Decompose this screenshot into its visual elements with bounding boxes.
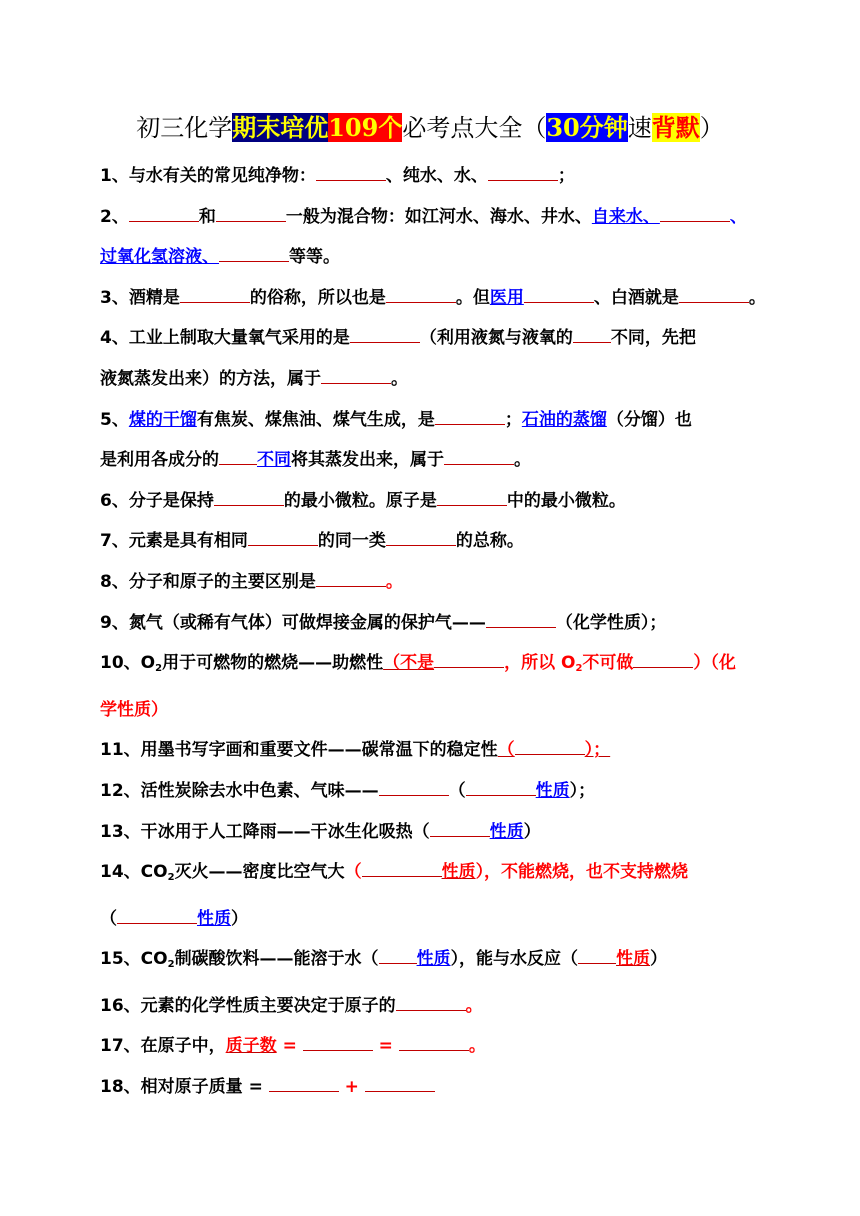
- blank[interactable]: [316, 166, 386, 181]
- highlight-text: ，所以 O: [504, 653, 576, 674]
- item-text: 。: [514, 450, 531, 471]
- page-title: [0, 111, 860, 145]
- highlight-text: ）（化: [693, 653, 736, 674]
- item-text: 的最小微粒。原子是: [283, 490, 437, 511]
- item-text: 制碳酸饮料——能溶于水（: [174, 949, 379, 970]
- item-text: 14、CO: [100, 862, 168, 883]
- title-highlight-navy: 期末培优: [232, 113, 329, 142]
- highlight-text: 学性质）: [100, 699, 168, 720]
- blank[interactable]: [434, 653, 504, 668]
- blank[interactable]: [379, 949, 417, 964]
- item-16: [100, 986, 800, 1027]
- item-text: 10、O: [100, 653, 156, 674]
- item-text: 8、分子和原子的主要区别是: [100, 571, 316, 592]
- blank[interactable]: [379, 781, 449, 796]
- blank[interactable]: [219, 247, 289, 262]
- blank[interactable]: [350, 328, 420, 343]
- highlight-text: （: [344, 862, 362, 883]
- item-12: [100, 771, 800, 812]
- highlight-text: 性质: [197, 908, 231, 929]
- highlight-text: 煤的干馏: [128, 409, 197, 430]
- highlight-text: 自来水、: [591, 206, 660, 227]
- item-text: 灭火——密度比空气大: [174, 862, 345, 883]
- subscript: 2: [155, 663, 163, 675]
- highlight-text: 性质: [416, 949, 451, 970]
- item-text: 不同，先把: [610, 328, 696, 349]
- item-text: 11、用墨书写字画和重要文件——碳常温下的稳定性: [100, 740, 498, 761]
- item-text: 一般为混合物：如江河水、海水、井水、: [285, 206, 592, 227]
- blank[interactable]: [488, 166, 558, 181]
- blank[interactable]: [573, 328, 611, 343]
- item-text: 有焦炭、煤焦油、煤气生成，是: [196, 409, 435, 430]
- highlight-text: 医用: [489, 287, 524, 308]
- blank[interactable]: [444, 450, 514, 465]
- blank[interactable]: [362, 862, 442, 877]
- blank[interactable]: [269, 1077, 339, 1092]
- item-10-cont: [100, 690, 800, 731]
- item-2: [100, 197, 800, 238]
- title-highlight-yellow: 背默: [651, 113, 700, 142]
- item-text: 13、干冰用于人工降雨——干冰生化吸热（: [100, 821, 430, 842]
- item-text: ；: [504, 409, 522, 430]
- item-text: 15、CO: [100, 949, 168, 970]
- item-17: [100, 1026, 800, 1067]
- blank[interactable]: [437, 491, 507, 506]
- item-4-cont: [100, 359, 800, 400]
- item-text: =: [276, 1036, 303, 1057]
- subscript: 2: [167, 872, 175, 884]
- item-text: （化学性质）；: [555, 612, 667, 633]
- item-text: 。: [385, 571, 403, 592]
- blank[interactable]: [679, 288, 749, 303]
- item-13: [100, 812, 800, 853]
- item-text: 9、氮气（或稀有气体）可做焊接金属的保护气——: [100, 612, 486, 633]
- question-list: [100, 156, 800, 1108]
- item-15: [100, 939, 800, 986]
- subscript: 2: [575, 663, 583, 675]
- item-text: 的同一类: [317, 531, 386, 552]
- item-text: ），能与水反应（: [450, 949, 579, 970]
- highlight-text: 不可做: [582, 653, 634, 674]
- title-text-4: ）: [699, 114, 724, 142]
- item-text: 。: [465, 995, 483, 1016]
- blank[interactable]: [386, 288, 456, 303]
- item-text: 12、活性炭除去水中色素、气味——: [100, 780, 379, 801]
- blank[interactable]: [466, 781, 536, 796]
- title-highlight-blue: 30分钟: [546, 113, 628, 142]
- blank[interactable]: [399, 1036, 469, 1051]
- title-text-2: 必考点大全（: [402, 114, 547, 142]
- highlight-text: 性质: [616, 949, 651, 970]
- item-text: ）: [650, 949, 668, 970]
- item-text: 7、元素是具有相同: [100, 531, 248, 552]
- blank[interactable]: [180, 288, 250, 303]
- item-text: （分馏）也: [606, 409, 692, 430]
- highlight-text: ），不能燃烧，也不支持燃烧: [475, 862, 689, 883]
- item-11: [100, 730, 800, 771]
- item-text: ；: [557, 166, 575, 186]
- item-text: 、白酒就是: [593, 287, 679, 308]
- item-text: 。但: [455, 287, 490, 308]
- highlight-text: 石油的蒸馏: [521, 409, 607, 430]
- item-text: 的俗称，所以也是: [249, 287, 386, 308]
- item-text: 的总称。: [455, 531, 524, 552]
- item-text: 等等。: [289, 247, 340, 268]
- item-2-cont: [100, 237, 800, 278]
- item-text: 、: [729, 206, 747, 227]
- item-text: 液氮蒸发出来）的方法，属于: [100, 368, 321, 389]
- item-text: 。: [391, 368, 408, 389]
- item-text: 17、在原子中，: [100, 1036, 226, 1057]
- blank[interactable]: [430, 822, 490, 837]
- item-text: 1、与水有关的常见纯净物：: [100, 166, 316, 186]
- item-text: （利用液氮与液氧的: [419, 328, 573, 349]
- title-text-1: 初三化学: [136, 114, 233, 142]
- item-3: [100, 278, 800, 319]
- item-14-cont: [100, 899, 800, 940]
- blank[interactable]: [515, 740, 585, 755]
- item-text: （: [448, 780, 466, 801]
- item-text: 、纯水、水、: [385, 166, 488, 186]
- blank[interactable]: [660, 207, 730, 222]
- blank[interactable]: [321, 369, 391, 384]
- item-text: ）: [231, 908, 248, 929]
- blank[interactable]: [117, 909, 197, 924]
- item-7: [100, 521, 800, 562]
- item-text: ）；: [569, 780, 596, 801]
- item-5-cont: [100, 440, 800, 481]
- blank[interactable]: [214, 491, 284, 506]
- item-text: 18、相对原子质量 =: [100, 1077, 269, 1098]
- title-highlight-red: 109个: [328, 113, 403, 142]
- item-text: 6、分子是保持: [100, 490, 214, 511]
- item-text: 5、: [100, 409, 129, 430]
- blank[interactable]: [578, 949, 616, 964]
- blank[interactable]: [435, 410, 505, 425]
- blank[interactable]: [396, 996, 466, 1011]
- highlight-text: 质子数: [225, 1036, 277, 1057]
- highlight-text: ）；: [584, 740, 611, 761]
- item-text: 是利用各成分的: [100, 450, 219, 471]
- blank[interactable]: [129, 207, 199, 222]
- blank[interactable]: [303, 1036, 373, 1051]
- blank[interactable]: [486, 613, 556, 628]
- item-text: 中的最小微粒。: [506, 490, 626, 511]
- blank[interactable]: [524, 288, 594, 303]
- item-text: 。: [468, 1036, 486, 1057]
- item-text: 。: [748, 287, 766, 308]
- item-text: （: [100, 908, 117, 929]
- highlight-text: 性质: [441, 862, 476, 883]
- highlight-text: （不是: [383, 653, 435, 674]
- item-10: [100, 643, 800, 690]
- item-9: [100, 603, 800, 644]
- item-5: [100, 400, 800, 441]
- subscript: 2: [167, 959, 175, 971]
- item-text: =: [372, 1036, 399, 1057]
- title-text-3: 速: [627, 114, 652, 142]
- highlight-text: 过氧化氢溶液、: [100, 247, 219, 268]
- item-text: 3、酒精是: [100, 287, 180, 308]
- blank[interactable]: [219, 450, 257, 465]
- blank[interactable]: [248, 531, 318, 546]
- item-text: 用于可燃物的燃烧——助燃性: [162, 653, 384, 674]
- item-text: 16、元素的化学性质主要决定于原子的: [100, 995, 396, 1016]
- item-1: [100, 156, 800, 197]
- highlight-text: 性质: [535, 780, 570, 801]
- blank[interactable]: [216, 207, 286, 222]
- blank[interactable]: [316, 572, 386, 587]
- blank[interactable]: [365, 1077, 435, 1092]
- item-4: [100, 318, 800, 359]
- item-text: 4、工业上制取大量氧气采用的是: [100, 328, 350, 349]
- item-text: 将其蒸发出来，属于: [291, 450, 444, 471]
- blank[interactable]: [633, 653, 693, 668]
- item-text: 和: [198, 206, 216, 227]
- item-14: [100, 852, 800, 899]
- item-18: [100, 1067, 800, 1108]
- blank[interactable]: [386, 531, 456, 546]
- highlight-text: （: [497, 740, 515, 761]
- item-text: +: [338, 1077, 365, 1098]
- item-text: 2、: [100, 206, 129, 227]
- highlight-text: 不同: [257, 450, 291, 471]
- item-text: ）: [523, 821, 541, 842]
- highlight-text: 性质: [489, 821, 524, 842]
- item-8: [100, 562, 800, 603]
- item-6: [100, 481, 800, 522]
